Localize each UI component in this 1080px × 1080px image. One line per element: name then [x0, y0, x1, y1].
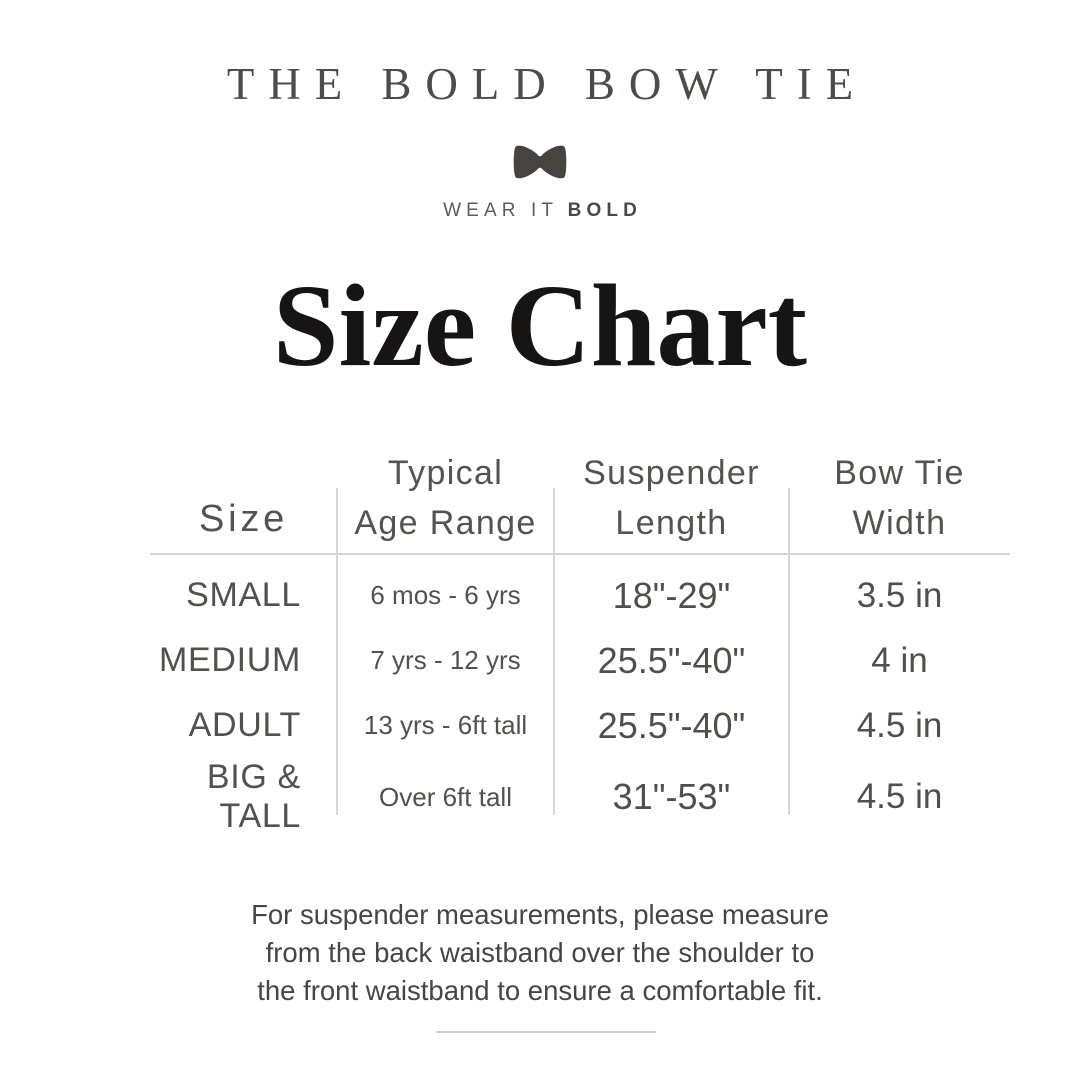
header-line: Suspender — [583, 454, 760, 492]
note-line: from the back waistband over the shoulder to — [265, 937, 815, 968]
table-body — [150, 555, 1010, 835]
column-divider-line — [336, 488, 338, 815]
cell-bow-tie-width: 4.5 in — [856, 777, 943, 816]
cell-suspender-length: 18"-29" — [612, 574, 731, 616]
cell-size: ADULT — [188, 706, 301, 744]
header-line: Size — [198, 498, 289, 540]
cell-age-range: 6 mos - 6 yrs — [370, 580, 521, 610]
column-divider-line — [553, 488, 555, 815]
column-header-suspender-length — [554, 448, 789, 553]
cell-age-range: 13 yrs - 6ft tall — [363, 710, 528, 740]
column-header-age-range — [337, 448, 554, 553]
size-table — [150, 445, 1010, 835]
cell-bow-tie-width: 4.5 in — [856, 705, 943, 745]
table-row-small — [150, 563, 1010, 628]
cell-bow-tie-width: 3.5 in — [856, 575, 943, 615]
header-line: Width — [852, 504, 947, 542]
brand-title: THE BOLD BOW TIE — [226, 59, 868, 109]
tagline-bold: BOLD — [567, 200, 643, 221]
measurement-note — [0, 896, 1080, 1010]
cell-suspender-length: 25.5"-40" — [597, 704, 746, 746]
page-title: Size Chart — [272, 260, 808, 391]
brand-tagline — [0, 200, 1080, 222]
header-line: Age Range — [354, 504, 537, 542]
column-header-size — [150, 494, 337, 553]
column-divider-line — [788, 488, 790, 815]
table-row-medium — [150, 628, 1010, 693]
tagline-regular: WEAR IT — [443, 200, 559, 221]
cell-age-range: Over 6ft tall — [379, 781, 512, 812]
table-header-row — [150, 445, 1010, 553]
cell-size: SMALL — [186, 576, 301, 614]
header-line: Bow Tie — [834, 454, 965, 492]
footer-divider-line — [436, 1031, 656, 1033]
cell-suspender-length: 25.5"-40" — [597, 639, 746, 681]
note-line: the front waistband to ensure a comfortable fit. — [257, 975, 823, 1006]
cell-bow-tie-width: 4 in — [871, 640, 928, 680]
bow-tie-icon — [511, 142, 569, 182]
header-line: Typical — [387, 454, 504, 492]
table-row-big-and-tall — [150, 758, 1010, 835]
cell-size: MEDIUM — [159, 641, 301, 679]
column-header-bow-tie-width — [789, 448, 1010, 553]
header-line: Length — [615, 504, 728, 542]
cell-suspender-length: 31"-53" — [612, 776, 731, 817]
table-row-adult — [150, 693, 1010, 758]
cell-age-range: 7 yrs - 12 yrs — [370, 645, 521, 675]
note-line: For suspender measurements, please measure — [251, 899, 829, 930]
cell-size: BIG & TALL — [206, 758, 301, 835]
